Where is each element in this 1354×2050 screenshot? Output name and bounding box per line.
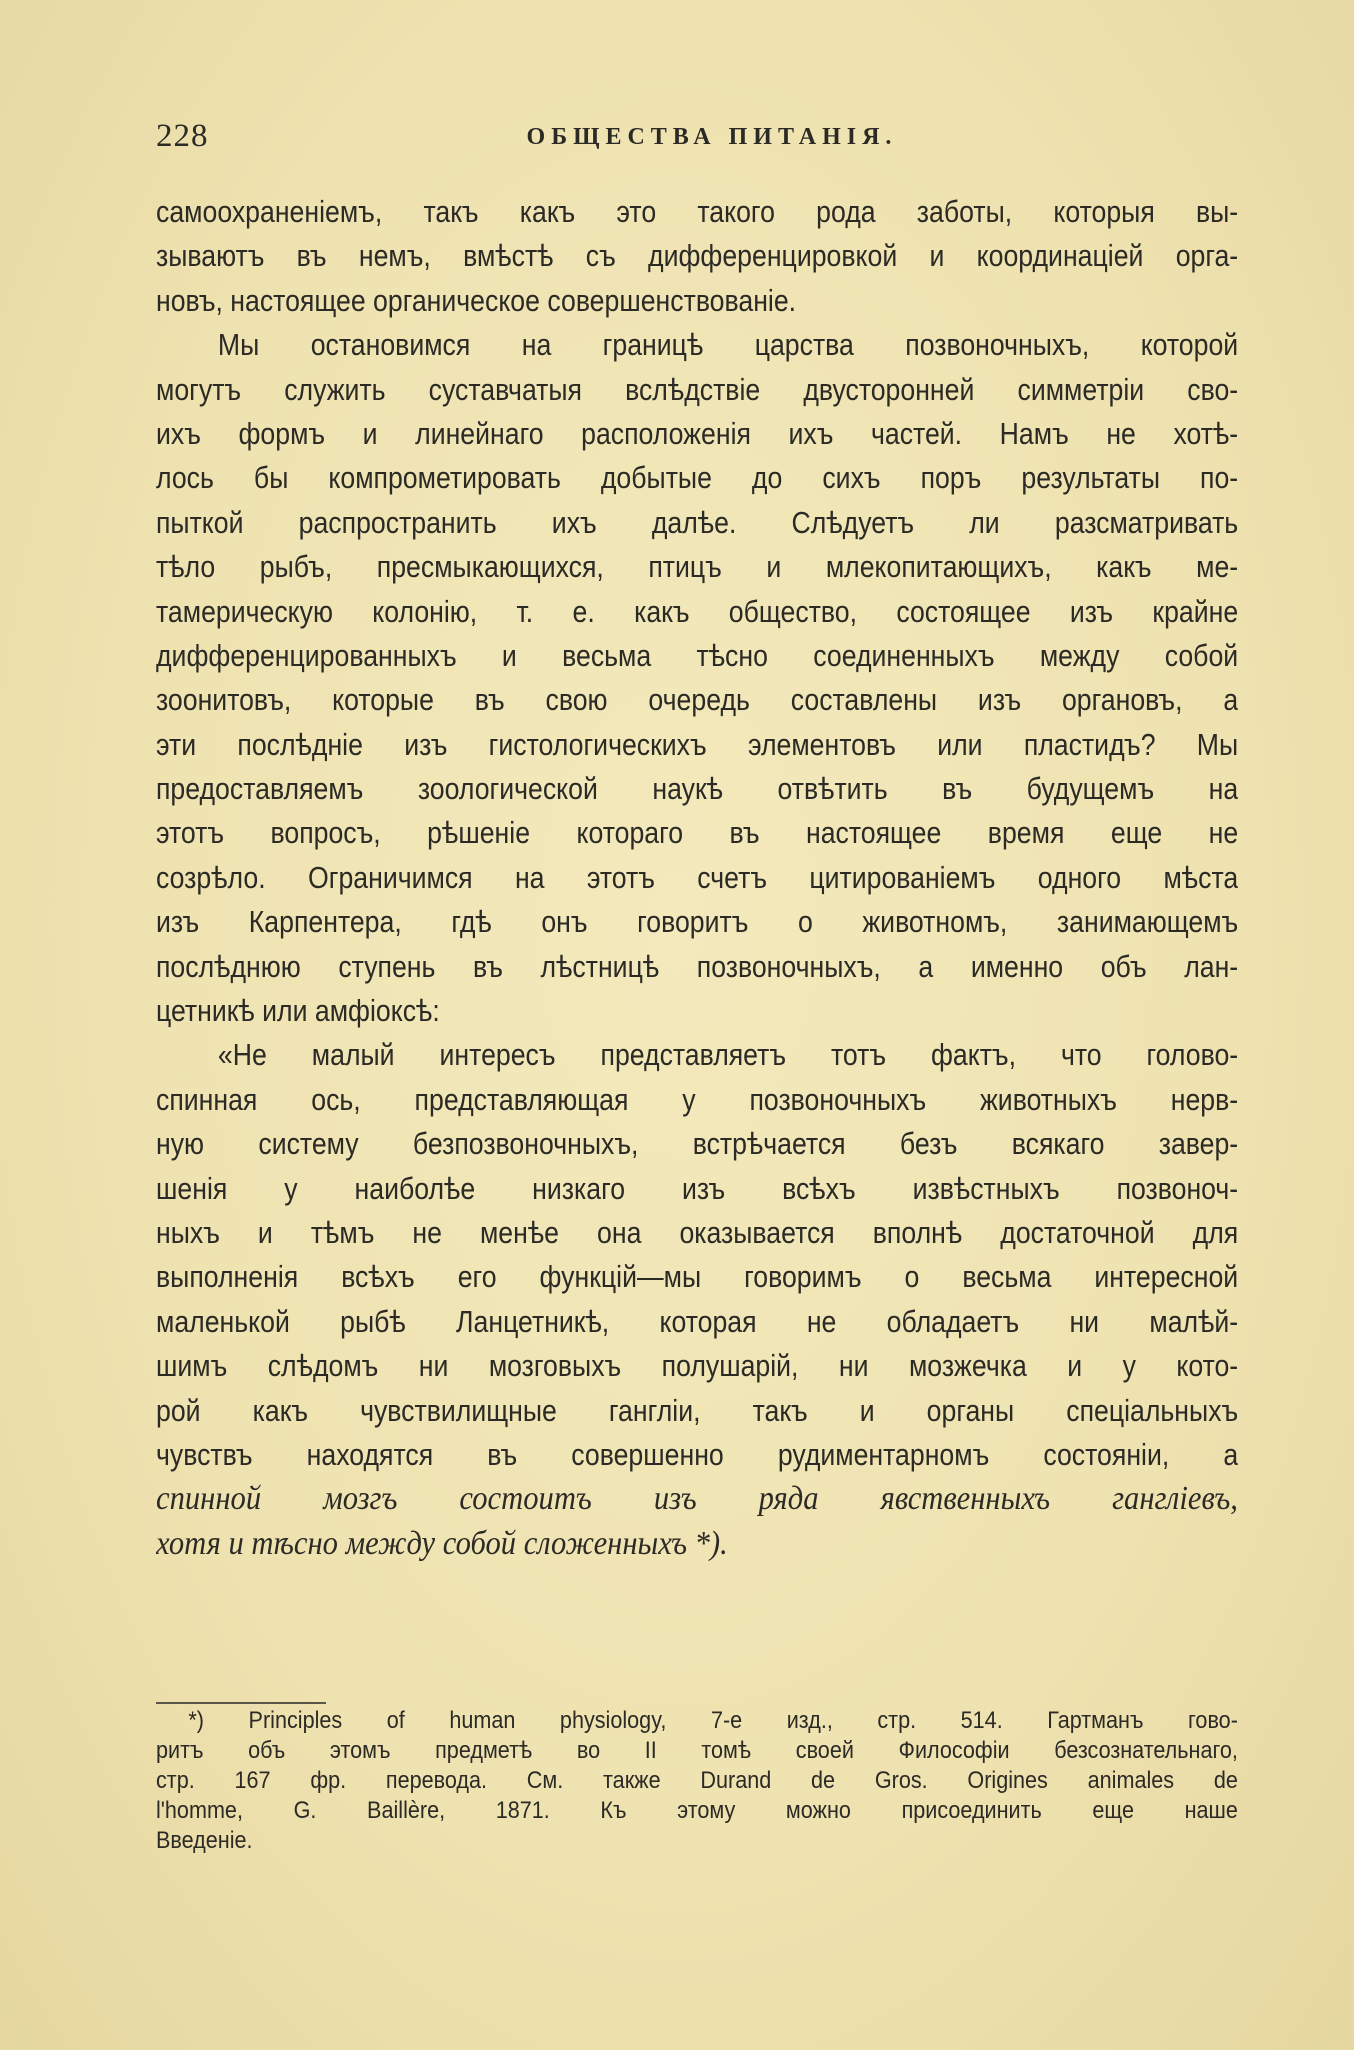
- text-line: дифференцированныхъ и весьма тѣсно соединенныхъ между собой: [156, 637, 1239, 673]
- text-line: «Не малый интересъ представляетъ тотъ фактъ, что голово-: [217, 1037, 1239, 1073]
- text-line: шимъ слѣдомъ ни мозговыхъ полушарій, ни мозжечка и у кото-: [156, 1348, 1239, 1384]
- footnote-line: *) Principles of human physiology, 7-е изд., стр. 514. Гартманъ гово-: [188, 1707, 1238, 1734]
- text-line: зываютъ въ немъ, вмѣстѣ съ дифференцировкой и координаціей орга-: [156, 238, 1239, 274]
- text-line: ную систему безпозвоночныхъ, встрѣчается безъ всякаго завер-: [156, 1126, 1239, 1162]
- text-line: ныхъ и тѣмъ не менѣе она оказывается вполнѣ достаточной для: [156, 1214, 1239, 1250]
- body-text: [156, 190, 1238, 1566]
- footnote-line: l'homme, G. Baillère, 1871. Къ этому можно присоединить еще наше: [156, 1797, 1238, 1824]
- text-line: созрѣло. Ограничимся на этотъ счетъ цитированіемъ одного мѣста: [156, 859, 1239, 895]
- text-line: тѣло рыбъ, пресмыкающихся, птицъ и млекопитающихъ, какъ ме-: [156, 549, 1239, 585]
- text-line: тамерическую колонію, т. е. какъ общество, состоящее изъ крайне: [156, 593, 1239, 629]
- text-line: ихъ формъ и линейнаго расположенія ихъ частей. Намъ не хотѣ-: [156, 415, 1239, 451]
- text-line: новъ, настоящее органическое совершенствованіе.: [156, 282, 797, 318]
- text-line-italic: спинной мозгъ состоитъ изъ ряда явственныхъ гангліевъ,: [156, 1480, 1238, 1518]
- footnote-divider: [156, 1702, 326, 1704]
- text-line: маленькой рыбѣ Ланцетникѣ, которая не обладаетъ ни малѣй-: [156, 1303, 1239, 1339]
- text-line: зоонитовъ, которые въ свою очередь составлены изъ органовъ, а: [156, 682, 1239, 718]
- text-line: послѣднюю ступень въ лѣстницѣ позвоночныхъ, а именно объ лан-: [156, 948, 1239, 984]
- text-line-italic: хотя и тѣсно между собой сложенныхъ *).: [156, 1524, 728, 1562]
- text-line: спинная ось, представляющая у позвоночныхъ животныхъ нерв-: [156, 1081, 1239, 1117]
- text-line: цетникѣ или амфіоксѣ:: [156, 993, 440, 1029]
- running-title: ОБЩЕСТВА ПИТАНІЯ.: [526, 124, 898, 150]
- text-line: выполненія всѣхъ его функцій—мы говоримъ о весьма интересной: [156, 1259, 1239, 1295]
- page-number: 228: [156, 118, 209, 154]
- text-line: изъ Карпентера, гдѣ онъ говоритъ о животномъ, занимающемъ: [156, 904, 1239, 940]
- text-line: Мы остановимся на границѣ царства позвоночныхъ, которой: [217, 327, 1239, 363]
- footnote-line: ритъ объ этомъ предметѣ во II томѣ своей Философіи безсознательнаго,: [156, 1737, 1238, 1764]
- text-line: пыткой распространить ихъ далѣе. Слѣдуетъ ли разсматривать: [156, 504, 1239, 540]
- footnote-line: стр. 167 фр. перевода. См. также Durand de Gros. Origines animales de: [156, 1767, 1238, 1794]
- text-line: рой какъ чувствилищные гангліи, такъ и органы спеціальныхъ: [156, 1392, 1239, 1428]
- text-line: шенія у наиболѣе низкаго изъ всѣхъ извѣстныхъ позвоноч-: [156, 1170, 1239, 1206]
- footnote: [156, 1706, 1238, 1856]
- text-line: лось бы компрометировать добытые до сихъ поръ результаты по-: [156, 460, 1239, 496]
- page-header: [156, 118, 1238, 162]
- text-line: предоставляемъ зоологической наукѣ отвѣтить въ будущемъ на: [156, 771, 1239, 807]
- footnote-line: Введеніе.: [156, 1827, 253, 1854]
- text-line: эти послѣдніе изъ гистологическихъ элементовъ или пластидъ? Мы: [156, 726, 1239, 762]
- text-line: чувствъ находятся въ совершенно рудиментарномъ состояніи, а: [156, 1436, 1239, 1472]
- text-line: этотъ вопросъ, рѣшеніе котораго въ настоящее время еще не: [156, 815, 1239, 851]
- text-line: могутъ служить суставчатыя вслѣдствіе двусторонней симметріи сво-: [156, 371, 1239, 407]
- text-line: самоохраненіемъ, такъ какъ это такого рода заботы, которыя вы-: [156, 194, 1239, 229]
